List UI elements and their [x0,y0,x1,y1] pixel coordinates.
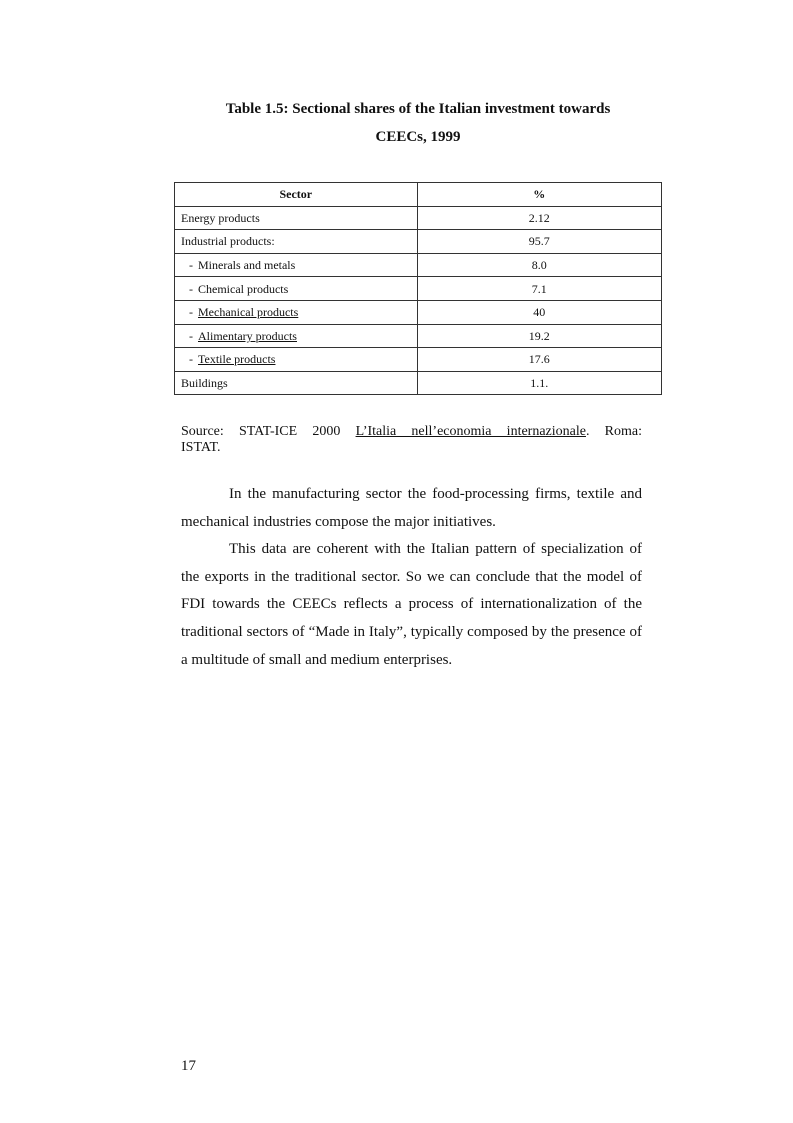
row-label-text: Minerals and metals [198,258,296,273]
row-value: 7.1 [417,277,661,301]
row-value: 1.1. [417,371,661,395]
row-sector-label [175,230,418,254]
row-sector-label [175,277,418,301]
header-sector: Sector [175,183,418,207]
list-dash: - [189,281,193,296]
table-caption-line-2: CEECs, 1999 [375,129,461,145]
list-dash: - [189,352,193,367]
row-label-text: Industrial products: [181,234,275,249]
row-value: 19.2 [417,324,661,348]
row-value: 95.7 [417,230,661,254]
row-sector-label [175,300,418,324]
row-label-text: Alimentary products [198,328,297,343]
row-label-text: Chemical products [198,281,289,296]
table-row [175,206,662,230]
table-row [175,324,662,348]
list-dash: - [189,328,193,343]
source-line-2: ISTAT. [181,440,221,455]
row-label-text: Textile products [198,352,276,367]
table-row [175,371,662,395]
page-number: 17 [181,1058,196,1074]
row-value: 40 [417,300,661,324]
source-suffix: . Roma: [585,424,642,439]
row-value: 17.6 [417,348,661,372]
table-caption-line-1: Table 1.5: Sectional shares of the Italian investment towards [225,101,611,117]
row-sector-label [175,348,418,372]
list-dash: - [189,305,193,320]
row-sector-label [175,206,418,230]
list-dash: - [189,258,193,273]
table-row [175,230,662,254]
table-caption [174,95,662,151]
source-title: L’Italia nell’economia internazionale [355,424,586,439]
row-sector-label [175,371,418,395]
table-row [175,253,662,277]
paragraph: This data are coherent with the Italian pattern of specialization of the exports in the traditional sector. So we can conclude that the model of FDI towards the CEECs reflects a process of internationalization of the traditional sectors of “Made in Italy”, typically composed by the presence of a multitude of small and medium enterprises. [181,541,642,668]
row-label-text: Energy products [181,210,260,225]
body-text [181,481,642,674]
row-sector-label [175,253,418,277]
table-row [175,348,662,372]
table-row [175,300,662,324]
row-value: 2.12 [417,206,661,230]
source-line-1 [181,424,642,440]
row-label-text: Buildings [181,376,228,391]
header-percent: % [417,183,661,207]
row-label-text: Mechanical products [198,305,299,320]
paragraph: In the manufacturing sector the food-processing firms, textile and mechanical industries compose the major initiatives. [181,486,642,530]
sector-shares-table [174,182,662,395]
row-value: 8.0 [417,253,661,277]
row-sector-label [175,324,418,348]
table-row [175,277,662,301]
table-header-row [175,183,662,207]
table-source-note [181,424,642,456]
source-prefix: Source: STAT-ICE 2000 [181,424,356,439]
